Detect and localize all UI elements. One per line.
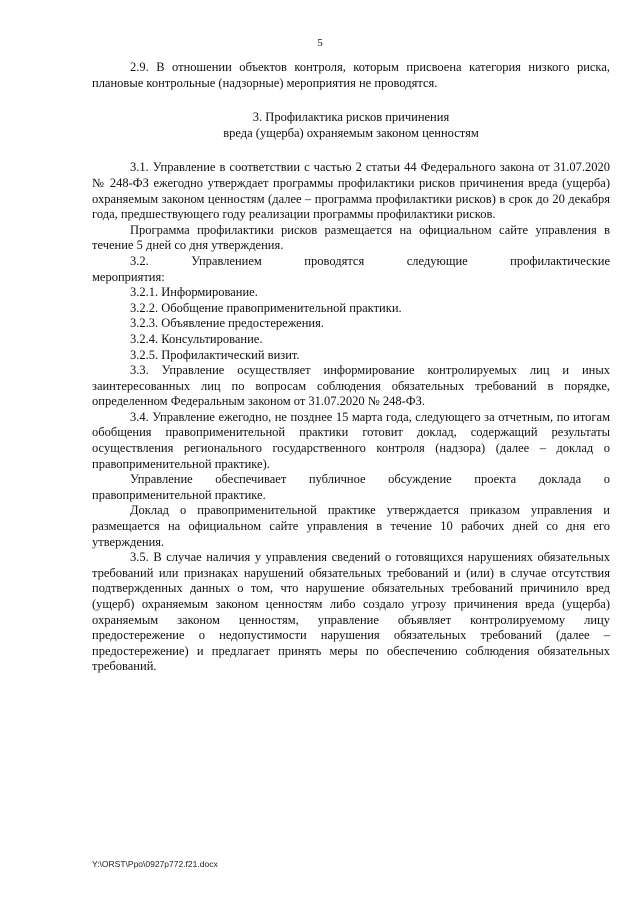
list-item-3-2-3: 3.2.3. Объявление предостережения. <box>130 316 324 331</box>
list-item-3-2-1: 3.2.1. Информирование. <box>130 285 258 300</box>
page-number: 5 <box>317 37 323 49</box>
file-path-footer: Y:\ORST\Ppo\0927p772.f21.docx <box>92 859 218 869</box>
paragraph-3-4-approval: Доклад о правоприменительной практике утверждается приказом управления и размещается на официальном сайте управления в течение 10 рабочих дней со дня его утверждения. <box>92 503 610 549</box>
paragraph-3-1-publication: Программа профилактики рисков размещается на официальном сайте управления в течение 5 дней со дня утверждения. <box>92 222 610 253</box>
paragraph-2-9: 2.9. В отношении объектов контроля, которым присвоена категория низкого риска, плановые контрольные (надзорные) мероприятия не проводятся. <box>92 60 610 90</box>
list-item-3-2-2: 3.2.2. Обобщение правоприменительной практики. <box>130 300 402 315</box>
paragraph-3-1: 3.1. Управление в соответствии с частью 2 статьи 44 Федерального закона от 31.07.2020 № 248-ФЗ ежегодно утверждает программы профилактики рисков причинения вреда (ущерба) охраняемым законом ценностям (далее – программа профилактики рисков) в срок до 20 декабря года, предшествующего году реализации программы профилактики рисков. <box>92 160 610 222</box>
document-body <box>92 60 610 675</box>
section-heading-line-1: 3. Профилактика рисков причинения <box>252 110 450 125</box>
paragraph-3-5: 3.5. В случае наличия у управления сведений о готовящихся нарушениях обязательных требований или признаках нарушений обязательных требований и (или) в случае отсутствия подтвержденных данных о том, что нарушение обязательных требований причинило вред (ущерб) охраняемым законом ценностям либо создало угрозу причинения вреда (ущерба) охраняемым законом ценностям, управление объявляет контролируемому лицу предостережение о недопустимости нарушения обязательных требований (далее – предостережение) и предлагает принять меры по обеспечению соблюдения обязательных требований. <box>92 550 610 674</box>
paragraph-3-4-discussion: Управление обеспечивает публичное обсуждение проекта доклада о правоприменительной практике. <box>92 472 610 502</box>
paragraph-3-2-continued: мероприятия: <box>92 269 165 284</box>
list-item-3-2-4: 3.2.4. Консультирование. <box>130 331 263 346</box>
section-heading-line-2: вреда (ущерба) охраняемым законом ценностям <box>223 125 479 140</box>
section-heading <box>92 110 610 141</box>
paragraph-3-3: 3.3. Управление осуществляет информирование контролируемых лиц и иных заинтересованных лиц по вопросам соблюдения обязательных требований в порядке, определенном Федеральным законом от 31.07.2020 № 248-ФЗ. <box>92 363 610 409</box>
paragraph-3-4: 3.4. Управление ежегодно, не позднее 15 марта года, следующего за отчетным, по итогам обобщения правоприменительной практики готовит доклад, содержащий результаты осуществления регионального государственного контроля (надзора) (далее – доклад о правоприменительной практике). <box>92 409 610 471</box>
list-item-3-2-5: 3.2.5. Профилактический визит. <box>130 347 300 362</box>
paragraph-3-2: 3.2. Управлением проводятся следующие профилактические <box>130 253 610 268</box>
